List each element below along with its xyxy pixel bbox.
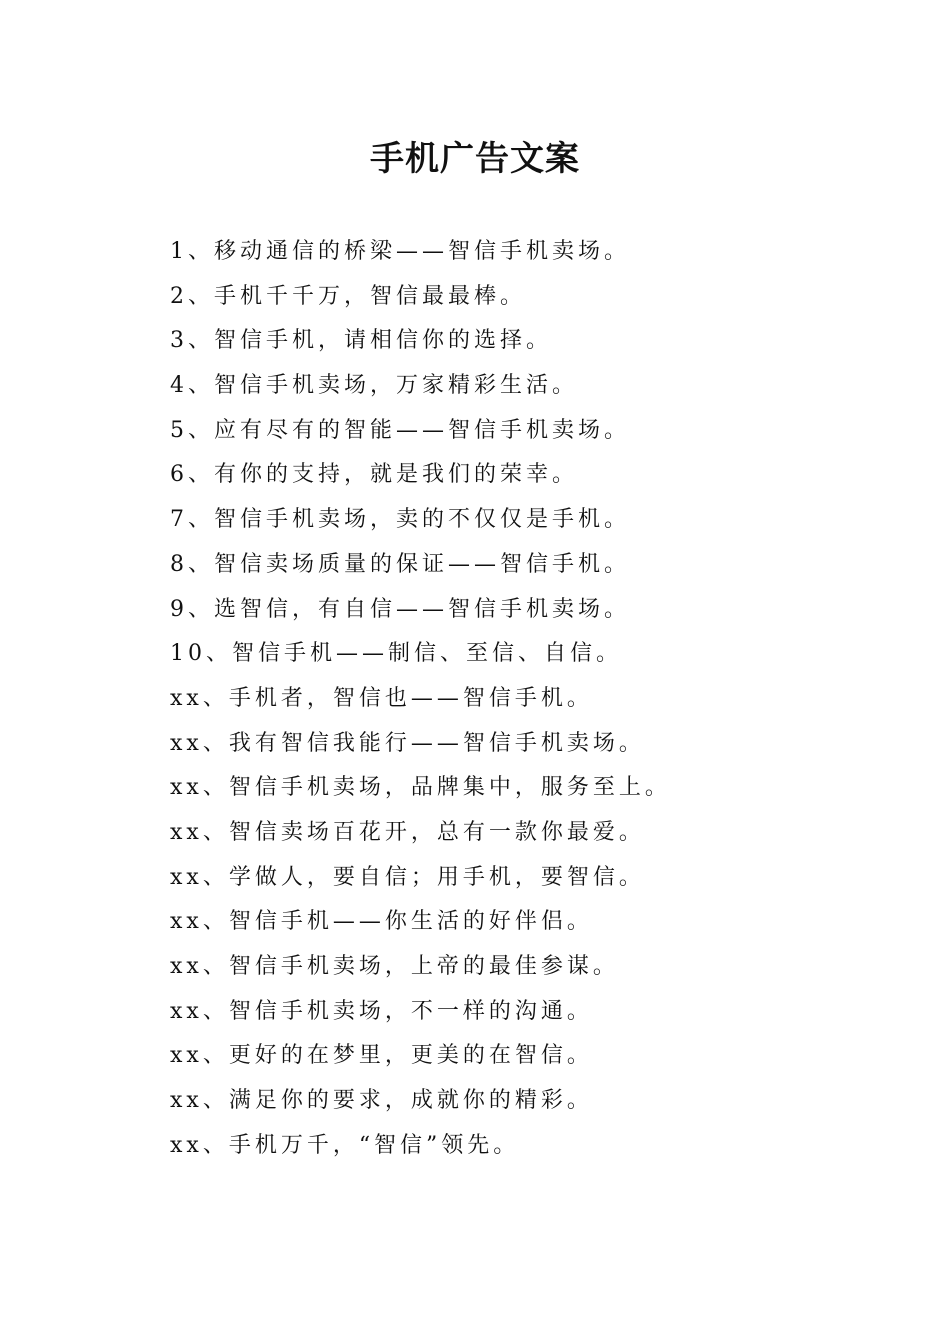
slogan-item: 6、有你的支持，就是我们的荣幸。	[170, 462, 578, 488]
slogan-item: xx、更好的在梦里，更美的在智信。	[170, 1043, 593, 1069]
slogan-item: xx、满足你的要求，成就你的精彩。	[170, 1088, 593, 1114]
slogan-list	[170, 230, 910, 1168]
slogan-item: 7、智信手机卖场，卖的不仅仅是手机。	[170, 507, 630, 533]
slogan-item: xx、手机者，智信也——智信手机。	[170, 685, 593, 711]
slogan-item: xx、学做人，要自信；用手机，要智信。	[170, 864, 645, 890]
slogan-item: 5、应有尽有的智能——智信手机卖场。	[170, 417, 630, 443]
slogan-item: xx、智信卖场百花开，总有一款你最爱。	[170, 819, 645, 845]
slogan-item: 4、智信手机卖场，万家精彩生活。	[170, 373, 578, 399]
slogan-item: 10、智信手机——制信、至信、自信。	[170, 641, 622, 667]
slogan-item: 2、手机千千万，智信最最棒。	[170, 283, 526, 309]
slogan-item: xx、智信手机卖场，品牌集中，服务至上。	[170, 775, 671, 801]
slogan-item: xx、智信手机——你生活的好伴侣。	[170, 909, 593, 935]
slogan-item: xx、手机万千，“智信”领先。	[170, 1132, 520, 1158]
slogan-item: 9、选智信，有自信——智信手机卖场。	[170, 596, 630, 622]
slogan-item: xx、智信手机卖场，上帝的最佳参谋。	[170, 954, 619, 979]
slogan-item: 3、智信手机，请相信你的选择。	[170, 328, 552, 354]
slogan-item: xx、智信手机卖场，不一样的沟通。	[170, 998, 593, 1024]
slogan-item: 1、移动通信的桥梁——智信手机卖场。	[170, 239, 630, 264]
document-title: 手机广告文案	[370, 139, 580, 179]
slogan-item: xx、我有智信我能行——智信手机卖场。	[170, 730, 645, 756]
slogan-item: 8、智信卖场质量的保证——智信手机。	[170, 551, 630, 577]
